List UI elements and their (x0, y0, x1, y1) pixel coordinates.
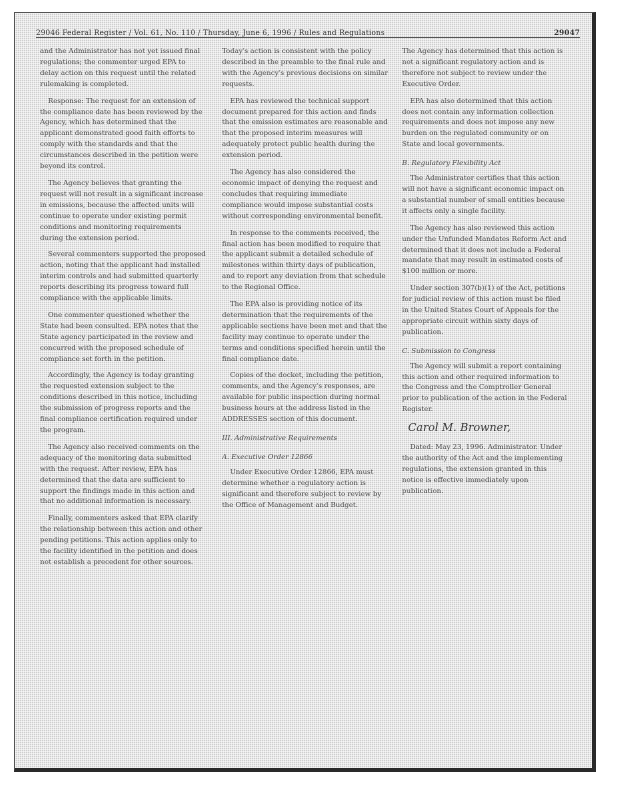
paragraph: Dated: May 23, 1996. Administrator. Under the authority of the Act and the implementing regulations, the extension granted in this notice is effective immediately upon publication. (402, 443, 563, 495)
paragraph: Today's action is consistent with the policy described in the preamble to the final rule and with the Agency's previous decisions on similar requests. (222, 47, 388, 88)
paragraph: and the Administrator has not yet issued final regulations; the commenter urged EPA to delay action on this request until the related rulemaking is completed. (40, 47, 200, 88)
page-number: 29047 (553, 28, 580, 37)
paragraph: The Administrator certifies that this action will not have a significant economic impact on a substantial number of small entities because it affects only a single facility. (402, 174, 565, 215)
section-heading: C. Submission to Congress (402, 346, 496, 355)
paragraph: Under section 307(b)(1) of the Act, petitions for judicial review of this action must be filed in the United States Court of Appeals for the appropriate circuit within sixty days of publication. (402, 284, 566, 336)
signature: Carol M. Browner, (408, 421, 511, 435)
paragraph: Several commenters supported the proposed action, noting that the applicant had installed interim controls and had submitted quarterly reports describing its progress toward full compliance with the applicable limits. (40, 250, 206, 303)
paragraph: Under Executive Order 12866, EPA must determine whether a regulatory action is significant and therefore subject to review by the Office of Management and Budget. (222, 467, 382, 509)
paragraph: EPA has also determined that this action does not contain any information collection requirements and does not impose any new burden on the regulated community or on State and local governments. (402, 96, 555, 149)
paragraph: Copies of the docket, including the petition, comments, and the Agency's responses, are available for public inspection during normal business hours at the address listed in the ADDRESSES section of this document. (222, 371, 384, 424)
text-column-3 (402, 46, 568, 736)
paragraph: In response to the comments received, the final action has been modified to require that the applicant submit a detailed schedule of milestones within thirty days of publication, and to report any deviation from that schedule to the Regional Office. (222, 228, 386, 292)
paragraph: The Agency has determined that this action is not a significant regulatory action and is therefore not subject to review under the Executive Order. (402, 47, 563, 88)
section-heading: III. Administrative Requirements (222, 434, 338, 442)
paragraph: Accordingly, the Agency is today granting the requested extension subject to the conditions described in this notice, including the submission of progress reports and the final compliance certification required under the program. (40, 371, 198, 434)
paragraph: The Agency also received comments on the adequacy of the monitoring data submitted with the request. After review, EPA has determined that the data are sufficient to support the findings made in this action and that no additional information is necessary. (40, 442, 200, 506)
paragraph: One commenter questioned whether the State had been consulted. EPA notes that the State agency participated in the review and concurred with the proposed schedule of compliance set forth in the petition. (40, 310, 199, 363)
paragraph: The Agency has also reviewed this action under the Unfunded Mandates Reform Act and determined that it does not include a Federal mandate that may result in estimated costs of $100 million or more. (402, 223, 567, 276)
paragraph: EPA has reviewed the technical support document prepared for this action and finds that the emission estimates are reasonable and that the proposed interim measures will adequately protect public health during the extension period. (222, 96, 388, 160)
paragraph: Response: The request for an extension of the compliance date has been reviewed by the Agency, which has determined that the applicant demonstrated good faith efforts to comply with the standards and that the circumstances described in the petition were beyond its control. (40, 96, 203, 171)
text-column-1 (40, 46, 206, 736)
paragraph: The EPA also is providing notice of its determination that the requirements of the applicable sections have been met and that the facility may continue to operate under the terms and conditions specified herein until the final compliance date. (222, 300, 388, 363)
paragraph: Finally, commenters asked that EPA clarify the relationship between this action and other pending petitions. This action applies only to the facility identified in the petition and does not establish a precedent for other sources. (40, 514, 203, 566)
paragraph: The Agency will submit a report containing this action and other required information to the Congress and the Comptroller General prior to publication of the action in the Federal Register. (402, 361, 567, 414)
subsection-heading: A. Executive Order 12866 (222, 452, 313, 461)
header-citation: 29046 Federal Register / Vol. 61, No. 110 / Thursday, June 6, 1996 / Rules and Regulations (36, 28, 385, 37)
text-column-2 (222, 46, 388, 736)
running-header (36, 24, 580, 38)
paragraph: The Agency has also considered the economic impact of denying the request and concludes that requiring immediate compliance would impose substantial costs without corresponding environmental benefit. (222, 168, 384, 220)
section-heading: B. Regulatory Flexibility Act (402, 159, 501, 168)
paragraph: The Agency believes that granting the request will not result in a significant increase in emissions, because the affected units will continue to operate under existing permit conditions and monitoring requirements during the extension period. (40, 178, 204, 242)
